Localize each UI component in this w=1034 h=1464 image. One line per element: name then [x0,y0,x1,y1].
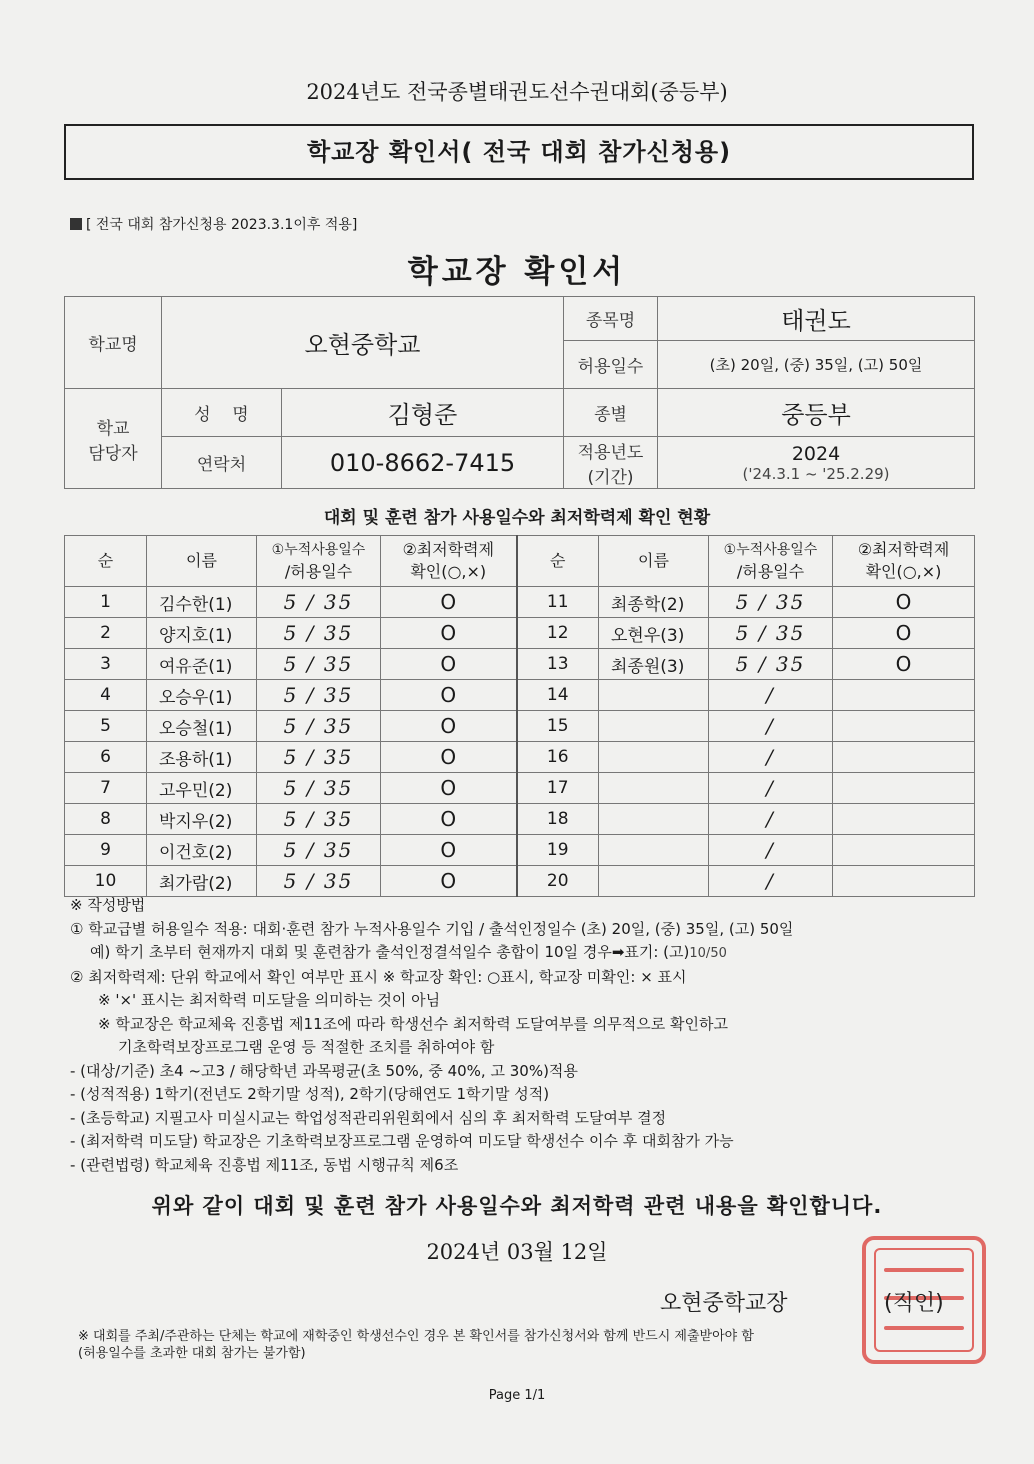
row-check-right [833,711,975,742]
row-name-right [599,680,709,711]
row-check-left: O [381,649,517,680]
row-name-left: 양지호(1) [147,618,257,649]
row-check-right: O [833,587,975,618]
row-check-left: O [381,711,517,742]
header-box: 학교장 확인서( 전국 대회 참가신청용) [64,124,974,180]
note-3: ※ '×' 표시는 최저학력 미도달을 의미하는 것이 아님 [98,991,441,1009]
row-no-left: 7 [65,773,147,804]
year-label [564,437,658,489]
contact-label-line1: 학교 [96,418,130,439]
row-no-right: 11 [517,587,599,618]
row-usage-left: 5 / 35 [257,587,381,618]
contact-label-line2: 담당자 [88,443,138,464]
footnote-line-1: ※ 대회를 주최/주관하는 단체는 학교에 재학중인 학생선수인 경우 본 확인서를 참가신청서와 함께 반드시 제출받아야 함 [78,1329,754,1344]
info-table [64,296,975,489]
row-usage-right: / [709,804,833,835]
name-value: 김형준 [282,389,564,437]
section-title: 대회 및 훈련 참가 사용일수와 최저학력제 확인 현황 [323,508,711,528]
row-usage-left: 5 / 35 [257,866,381,897]
table-row [65,804,975,835]
row-usage-left: 5 / 35 [257,773,381,804]
table-row [65,742,975,773]
header-usage-right [709,536,833,587]
detail-5: - (관련법령) 학교체육 진흥법 제11조, 동법 시행규칙 제6조 [70,1155,459,1174]
allowed-days-label: 허용일수 [564,341,658,389]
detail-4: - (최저학력 미도달) 학교장은 기초학력보장프로그램 운영하여 미도달 학생선수 이수 후 대회참가 가능 [70,1132,734,1150]
phone-value: 010-8662-7415 [282,437,564,489]
notes-section [70,894,970,1177]
row-check-right: O [833,649,975,680]
school-value: 오현중학교 [162,297,564,389]
header-check-left-2: 확인(○,×) [410,562,487,581]
row-usage-left: 5 / 35 [257,711,381,742]
row-check-right [833,680,975,711]
row-check-right [833,866,975,897]
note-1-example-value: 10/50 [689,946,727,961]
row-name-right [599,804,709,835]
footnote-line-2: (허용일수를 초과한 대회 참가는 불가함) [78,1346,306,1361]
row-name-right [599,835,709,866]
row-name-left: 여유준(1) [147,649,257,680]
square-bullet-icon [70,218,82,230]
header-no-left: 순 [65,536,147,587]
meta-line-text: [ 전국 대회 참가신청용 2023.3.1이후 적용] [86,217,358,233]
row-name-left: 조용하(1) [147,742,257,773]
school-label: 학교명 [65,297,162,389]
table-row [65,866,975,897]
header-check-right-2: 확인(○,×) [865,562,942,581]
row-check-left: O [381,835,517,866]
header-usage-left-1: ①누적사용일수 [271,542,366,558]
sport-value: 태권도 [658,297,975,341]
row-no-right: 20 [517,866,599,897]
confirmation-statement: 위와 같이 대회 및 훈련 참가 사용일수와 최저학력 관련 내용을 확인합니다. [151,1194,883,1218]
header-usage-right-1: ①누적사용일수 [723,542,818,558]
row-check-right [833,835,975,866]
meta-line [70,214,357,234]
players-table [64,535,975,897]
row-no-left: 3 [65,649,147,680]
header-usage-left-2: /허용일수 [284,562,353,581]
row-no-right: 13 [517,649,599,680]
row-name-left: 오승우(1) [147,680,257,711]
row-usage-right: / [709,680,833,711]
row-check-right: O [833,618,975,649]
row-usage-right: / [709,742,833,773]
year-label-line2: (기간) [587,467,634,488]
division-label: 종별 [564,389,658,437]
row-check-left: O [381,804,517,835]
note-1: ① 학교급별 허용일수 적용: 대회·훈련 참가 누적사용일수 기입 / 출석인정일수 (초) 20일, (중) 35일, (고) 50일 [70,919,794,938]
row-check-left: O [381,866,517,897]
contact-person-label [65,389,162,489]
document-title: 학교장 확인서 [407,254,627,290]
row-name-left: 이건호(2) [147,835,257,866]
row-name-left: 최가람(2) [147,866,257,897]
phone-label: 연락처 [162,437,282,489]
row-usage-right: 5 / 35 [709,618,833,649]
row-check-right [833,742,975,773]
row-check-left: O [381,742,517,773]
row-no-right: 19 [517,835,599,866]
row-usage-right: 5 / 35 [709,649,833,680]
row-usage-right: / [709,773,833,804]
row-check-left: O [381,773,517,804]
row-usage-right: / [709,866,833,897]
detail-1: - (대상/기준) 초4 ~고3 / 해당학년 과목평균(초 50%, 중 40%, 고 30%)적용 [70,1061,578,1080]
row-name-right: 오현우(3) [599,618,709,649]
row-no-right: 14 [517,680,599,711]
row-usage-right: / [709,835,833,866]
row-usage-right: / [709,711,833,742]
row-name-right: 최종원(3) [599,649,709,680]
row-usage-left: 5 / 35 [257,742,381,773]
row-name-left: 고우민(2) [147,773,257,804]
row-no-left: 10 [65,866,147,897]
signer-title: 오현중학교장 [660,1291,788,1316]
seal-stroke [884,1268,964,1272]
row-no-left: 4 [65,680,147,711]
row-no-left: 5 [65,711,147,742]
row-usage-right: 5 / 35 [709,587,833,618]
row-check-left: O [381,618,517,649]
table-row [65,618,975,649]
table-row [65,711,975,742]
row-name-right [599,773,709,804]
row-no-right: 15 [517,711,599,742]
table-row [65,773,975,804]
note-4b: 기초학력보장프로그램 운영 등 적절한 조치를 취하여야 함 [118,1038,495,1056]
header-check-right [833,536,975,587]
header-usage-left [257,536,381,587]
notes-heading: ※ 작성방법 [70,896,146,914]
row-no-right: 18 [517,804,599,835]
row-name-left: 김수한(1) [147,587,257,618]
row-usage-left: 5 / 35 [257,835,381,866]
table-row [65,649,975,680]
row-usage-left: 5 / 35 [257,618,381,649]
allowed-days-value: (초) 20일, (중) 35일, (고) 50일 [658,341,975,389]
year-cell [658,437,975,489]
document-date: 2024년 03월 12일 [426,1240,608,1264]
table-row [65,587,975,618]
row-check-left: O [381,680,517,711]
row-usage-left: 5 / 35 [257,649,381,680]
sport-label: 종목명 [564,297,658,341]
footnote [78,1328,978,1362]
row-no-left: 9 [65,835,147,866]
row-no-right: 16 [517,742,599,773]
row-usage-left: 5 / 35 [257,804,381,835]
row-no-right: 12 [517,618,599,649]
row-name-right: 최종학(2) [599,587,709,618]
row-usage-left: 5 / 35 [257,680,381,711]
row-no-left: 6 [65,742,147,773]
detail-3: - (초등학교) 지필고사 미실시교는 학업성적관리위원회에서 심의 후 최저학력 도달여부 결정 [70,1108,667,1127]
row-no-left: 1 [65,587,147,618]
header-check-left-1: ②최저학력제 [402,540,495,559]
header-check-left [381,536,517,587]
year-value: 2024 [791,442,841,465]
detail-2: - (성적적용) 1학기(전년도 2학기말 성적), 2학기(당해연도 1학기말 성적) [70,1085,550,1103]
note-4: ※ 학교장은 학교체육 진흥법 제11조에 따라 학생선수 최저학력 도달여부를 의무적으로 확인하고 [98,1014,728,1033]
table-row [65,680,975,711]
header-name-right: 이름 [599,536,709,587]
name-label: 성 명 [162,389,282,437]
year-label-line1: 적용년도 [577,442,644,463]
row-check-left: O [381,587,517,618]
header-check-right-1: ②최저학력제 [857,540,950,559]
row-no-left: 2 [65,618,147,649]
row-name-right [599,742,709,773]
seal-label: (직인) [884,1291,944,1316]
event-title: 2024년도 전국종별태권도선수권대회(중등부) [306,80,728,104]
period-value: ('24.3.1 ~ '25.2.29) [742,464,890,483]
header-usage-right-2: /허용일수 [736,562,805,581]
row-name-right [599,866,709,897]
header-name-left: 이름 [147,536,257,587]
note-1-example [70,941,970,966]
note-2: ② 최저학력제: 단위 학교에서 확인 여부만 표시 ※ 학교장 확인: ○표시, 학교장 미확인: × 표시 [70,967,687,986]
page-number: Page 1/1 [488,1388,546,1403]
note-1-example-text: 예) 학기 초부터 현재까지 대회 및 훈련참가 출석인정결석일수 총합이 10일 경우➡표기: (고) [90,943,690,961]
row-name-left: 오승철(1) [147,711,257,742]
row-check-right [833,773,975,804]
row-check-right [833,804,975,835]
row-name-right [599,711,709,742]
table-row [65,835,975,866]
header-no-right: 순 [517,536,599,587]
division-value: 중등부 [658,389,975,437]
row-no-left: 8 [65,804,147,835]
table-header-row [65,536,975,587]
row-no-right: 17 [517,773,599,804]
row-name-left: 박지우(2) [147,804,257,835]
